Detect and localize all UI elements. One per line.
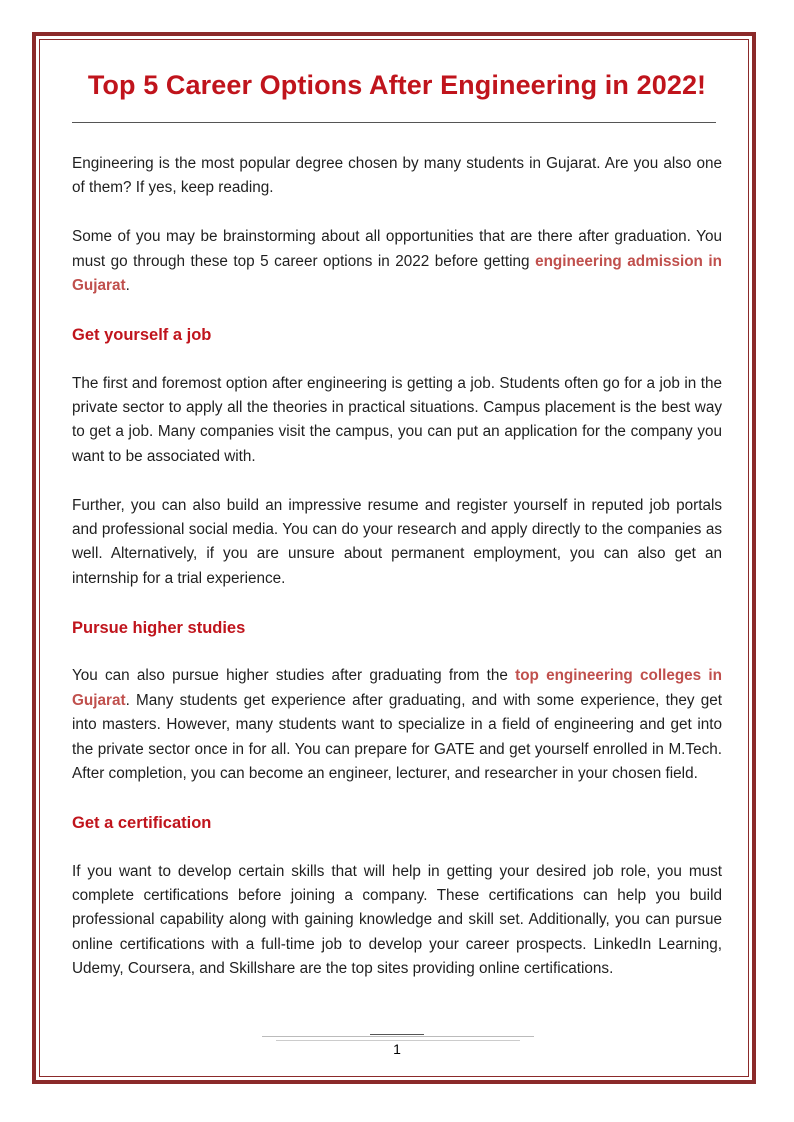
higher-studies-text-start: You can also pursue higher studies after graduating from the — [72, 667, 516, 685]
job-paragraph-2: Further, you can also build an impressive resume and register yourself in reputed job portals and professional social media. You can do your research and apply directly to the companies as well. Alternatively, if you are unsure about permanent employment, you can also get an internship for a trial experience. — [72, 496, 722, 587]
engineering-admission-link[interactable]: engineering admission in Gujarat — [72, 252, 722, 295]
intro-paragraph-2 — [72, 225, 722, 298]
footer-divider-short — [370, 1034, 424, 1035]
top-colleges-link[interactable]: top engineering colleges in Gujarat — [72, 667, 722, 709]
higher-studies-paragraph — [72, 664, 722, 786]
intro-paragraph-2-end: . — [125, 277, 130, 295]
certification-paragraph: If you want to develop certain skills that will help in getting your desired job role, you must complete certifications before joining a company. These certifications can help you build professional capability along with gaining knowledge and skill set. Additionally, you can pursue online certifications with a full-time job to develop your career prospects. LinkedIn Learning, Udemy, Coursera, and Skillshare are the top sites providing online certifications. — [72, 862, 722, 978]
job-paragraph-1: The first and foremost option after engineering is getting a job. Students often go for a job in the private sector to apply all the theories in practical situations. Campus placement is the best way to get a job. Many companies visit the campus, you can put an application for the company you want to be associated with. — [72, 374, 722, 465]
higher-studies-text-end: . Many students get experience after graduating, and with some experience, they get into masters. However, many students want to specialize in a field of engineering and get into the private sector once in for all. You can prepare for GATE and get yourself enrolled in M.Tech. After completion, you can become an engineer, lecturer, and researcher in your chosen field. — [72, 691, 722, 783]
title-divider — [72, 122, 716, 123]
section-heading-higher-studies: Pursue higher studies — [72, 618, 246, 637]
section-heading-job: Get yourself a job — [72, 325, 212, 344]
intro-paragraph-1: Engineering is the most popular degree chosen by many students in Gujarat. Are you also one of them? If yes, keep reading. — [72, 155, 722, 197]
footer-divider-long — [262, 1036, 534, 1037]
page-number: 1 — [393, 1041, 401, 1057]
document-body — [72, 152, 722, 1006]
intro-paragraph-2-text: Some of you may be brainstorming about all opportunities that are there after graduation. You must go through these top 5 career options in 2022 before getting — [72, 228, 722, 270]
document-title: Top 5 Career Options After Engineering in 2022! — [87, 70, 707, 100]
section-heading-certification: Get a certification — [72, 813, 212, 832]
